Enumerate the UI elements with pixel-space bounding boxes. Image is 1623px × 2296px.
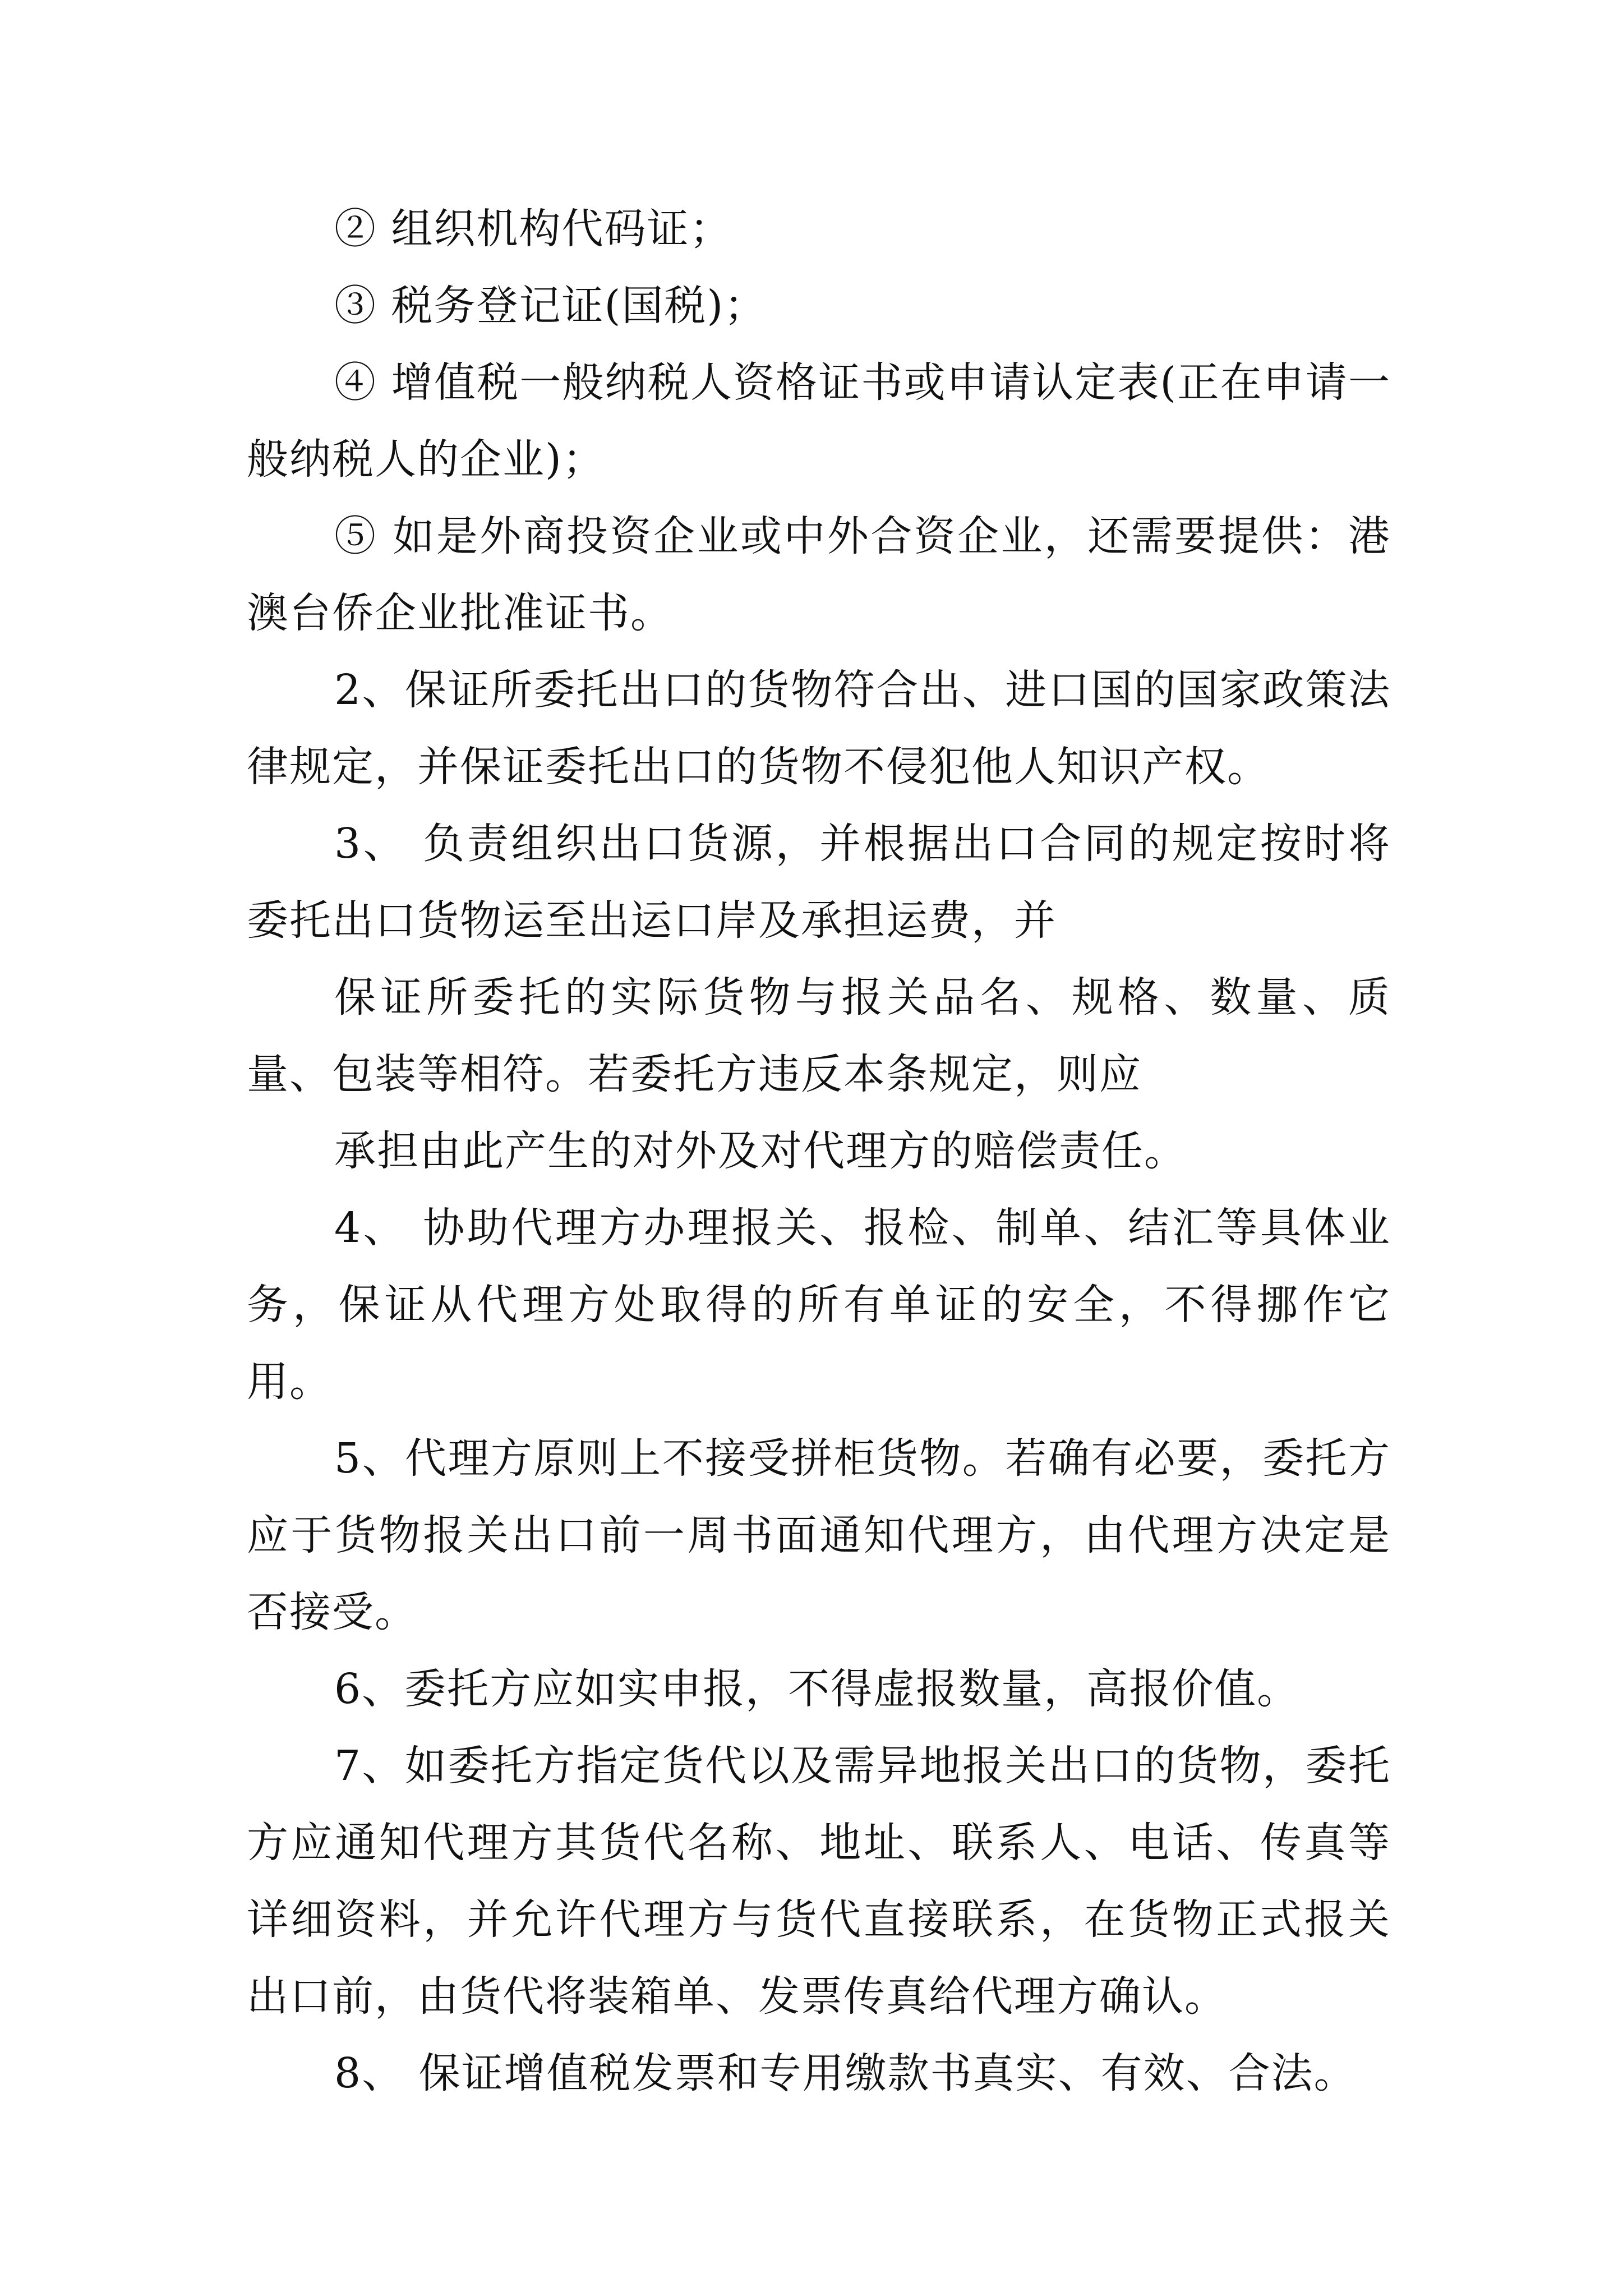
- paragraph-clause-3: 3、 负责组织出口货源，并根据出口合同的规定按时将委托出口货物运至出运口岸及承担运费，并: [247, 820, 1391, 945]
- paragraph-clause-6: 6、委托方应如实申报，不得虚报数量，高报价值。: [334, 1665, 1300, 1713]
- paragraph-clause-7: 7、如委托方指定货代以及需异地报关出口的货物，委托方应通知代理方其货代名称、地址、联系人、电话、传真等详细资料，并允许代理方与货代直接联系，在货物正式报关出口前，由货代将装箱单、发票传真给代理方确认。: [247, 1742, 1391, 2021]
- paragraph-clause-8: 8、 保证增值税发票和专用缴款书真实、有效、合法。: [334, 2049, 1357, 2097]
- paragraph-item-5: ⑤ 如是外商投资企业或中外合资企业，还需要提供：港澳台侨企业批准证书。: [247, 512, 1391, 637]
- paragraph-clause-3-liability: 承担由此产生的对外及对代理方的赔偿责任。: [334, 1127, 1187, 1175]
- paragraph-item-4: ④ 增值税一般纳税人资格证书或申请认定表(正在申请一般纳税人的企业)；: [247, 358, 1391, 484]
- paragraph-item-3: ③ 税务登记证(国税)；: [334, 282, 767, 330]
- document-body: [247, 191, 1391, 2112]
- paragraph-item-2: ② 组织机构代码证；: [334, 205, 732, 253]
- paragraph-clause-3-continued: 保证所委托的实际货物与报关品名、规格、数量、质量、包装等相符。若委托方违反本条规定，则应: [247, 973, 1391, 1098]
- paragraph-clause-4: 4、 协助代理方办理报关、报检、制单、结汇等具体业务，保证从代理方处取得的所有单证的安全，不得挪作它用。: [247, 1204, 1391, 1406]
- paragraph-clause-5: 5、代理方原则上不接受拼柜货物。若确有必要，委托方应于货物报关出口前一周书面通知代理方，由代理方决定是否接受。: [247, 1434, 1391, 1636]
- paragraph-clause-2: 2、保证所委托出口的货物符合出、进口国的国家政策法律规定，并保证委托出口的货物不侵犯他人知识产权。: [247, 666, 1391, 791]
